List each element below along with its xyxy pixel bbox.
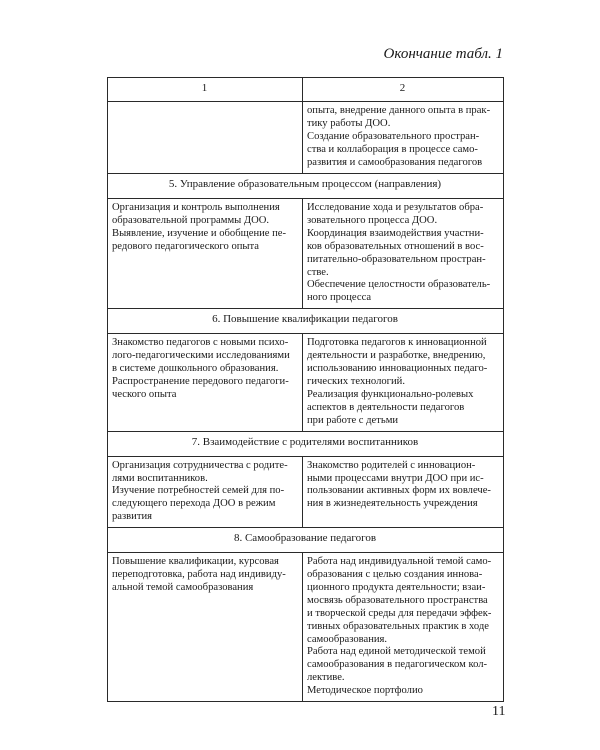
text-line: Исследование хода и результатов обра- [307, 202, 484, 213]
text-line: ческого опыта [112, 388, 177, 400]
text-line: Организация и контроль выполнения [112, 202, 280, 213]
text-line: ными процессами внутри ДОО при ис- [307, 472, 484, 484]
text-line: аспектов в деятельности педагогов [307, 401, 465, 413]
cell-col1 [108, 102, 303, 174]
cell-col1 [108, 334, 303, 431]
text-line: ния в жизнедеятельность учреждения [307, 498, 478, 510]
text-line: Распространение передового педагоги- [112, 375, 289, 387]
table-row [108, 553, 504, 702]
section-header-6 [108, 309, 504, 334]
text-line: лого-педагогическими исследованиями [112, 350, 290, 362]
text-line: Повышение квалификации, курсовая [112, 556, 279, 568]
text-line: Работа над индивидуальной темой само- [307, 556, 492, 568]
table-row [108, 334, 504, 431]
table-row [108, 199, 504, 309]
text-line: гических технологий. [307, 375, 406, 387]
page-number: 11 [492, 704, 506, 719]
text-line: развития и самообразования педагогов [307, 156, 483, 168]
text-line: Координация взаимодействия участни- [307, 227, 484, 239]
text-line: Работа над единой методической темой [307, 646, 486, 658]
cell-col2 [303, 334, 504, 431]
section-title: 6. Повышение квалификации педагогов [108, 309, 504, 334]
text-line: питательно-образовательном простран- [307, 253, 486, 265]
text-line: ционного продукта деятельности; взаи- [307, 581, 486, 593]
text-line: пользовании активных форм их вовлече- [307, 485, 491, 497]
text-line: Знакомство родителей с инновацион- [307, 459, 476, 471]
section-title: 7. Взаимодействие с родителями воспитанников [108, 431, 504, 456]
text-line: ного процесса [307, 292, 372, 304]
text-line: переподготовка, работа над индивиду- [112, 569, 286, 581]
column-header-2: 2 [303, 78, 504, 102]
text-line: стве. [307, 266, 329, 278]
text-line: самообразования в педагогическом кол- [307, 659, 488, 671]
text-line: Изучение потребностей семей для по- [112, 485, 285, 497]
text-line: Организация сотрудничества с родите- [112, 459, 288, 471]
text-line: деятельности и разработке, внедрению, [307, 350, 486, 362]
text-line: развития [112, 511, 153, 523]
section-title: 8. Самообразование педагогов [108, 528, 504, 553]
cell-col2 [303, 102, 504, 174]
text-line: Реализация функционально-ролевых [307, 388, 474, 400]
text-line: образовательной программы ДОО. [112, 214, 270, 226]
text-line: самообразования. [307, 633, 388, 645]
cell-col2 [303, 456, 504, 528]
table-row [108, 456, 504, 528]
text-line: использованию инновационных педаго- [307, 363, 488, 375]
text-line: ков образовательных отношений в вос- [307, 240, 484, 252]
text-line: Знакомство педагогов с новыми психо- [112, 337, 289, 349]
cell-col2 [303, 199, 504, 309]
section-header-5 [108, 174, 504, 199]
text-line: Обеспечение целостности образователь- [307, 279, 491, 291]
text-line: альной темой самообразования [112, 581, 254, 593]
text-line: и творческой среды для передачи эффек- [307, 607, 492, 619]
text-line: редового педагогического опыта [112, 240, 259, 252]
text-line: ства и коллаборация в процессе само- [307, 143, 478, 155]
text-line: тику работы ДОО. [307, 117, 391, 129]
text-line: мосвязь образовательного пространства [307, 594, 488, 606]
text-line: при работе с детьми [307, 414, 399, 426]
text-line: Создание образовательного простран- [307, 130, 480, 142]
text-line: тивных образовательных практик в ходе [307, 620, 490, 632]
text-line: в системе дошкольного образования. [112, 363, 279, 375]
text-line: Выявление, изучение и обобщение пе- [112, 227, 287, 239]
text-line: опыта, внедрение данного опыта в прак- [307, 105, 491, 116]
text-line: лями воспитанников. [112, 472, 208, 484]
section-header-7 [108, 431, 504, 456]
text-line: Методическое портфолио [307, 685, 423, 697]
content-table [107, 77, 504, 702]
section-title: 5. Управление образовательным процессом (направления) [108, 174, 504, 199]
text-line: зовательного процесса ДОО. [307, 214, 438, 226]
table-header-row [108, 78, 504, 102]
text-line: лективе. [307, 672, 345, 684]
section-header-8 [108, 528, 504, 553]
text-line: образования с целью создания иннова- [307, 569, 483, 581]
cell-col1 [108, 199, 303, 309]
text-line: следующего перехода ДОО в режим [112, 498, 276, 510]
table-caption: Окончание табл. 1 [383, 46, 503, 62]
table-row-continuation [108, 102, 504, 174]
cell-col2 [303, 553, 504, 702]
cell-col1 [108, 553, 303, 702]
column-header-1: 1 [108, 78, 303, 102]
text-line: Подготовка педагогов к инновационной [307, 337, 487, 349]
cell-col1 [108, 456, 303, 528]
